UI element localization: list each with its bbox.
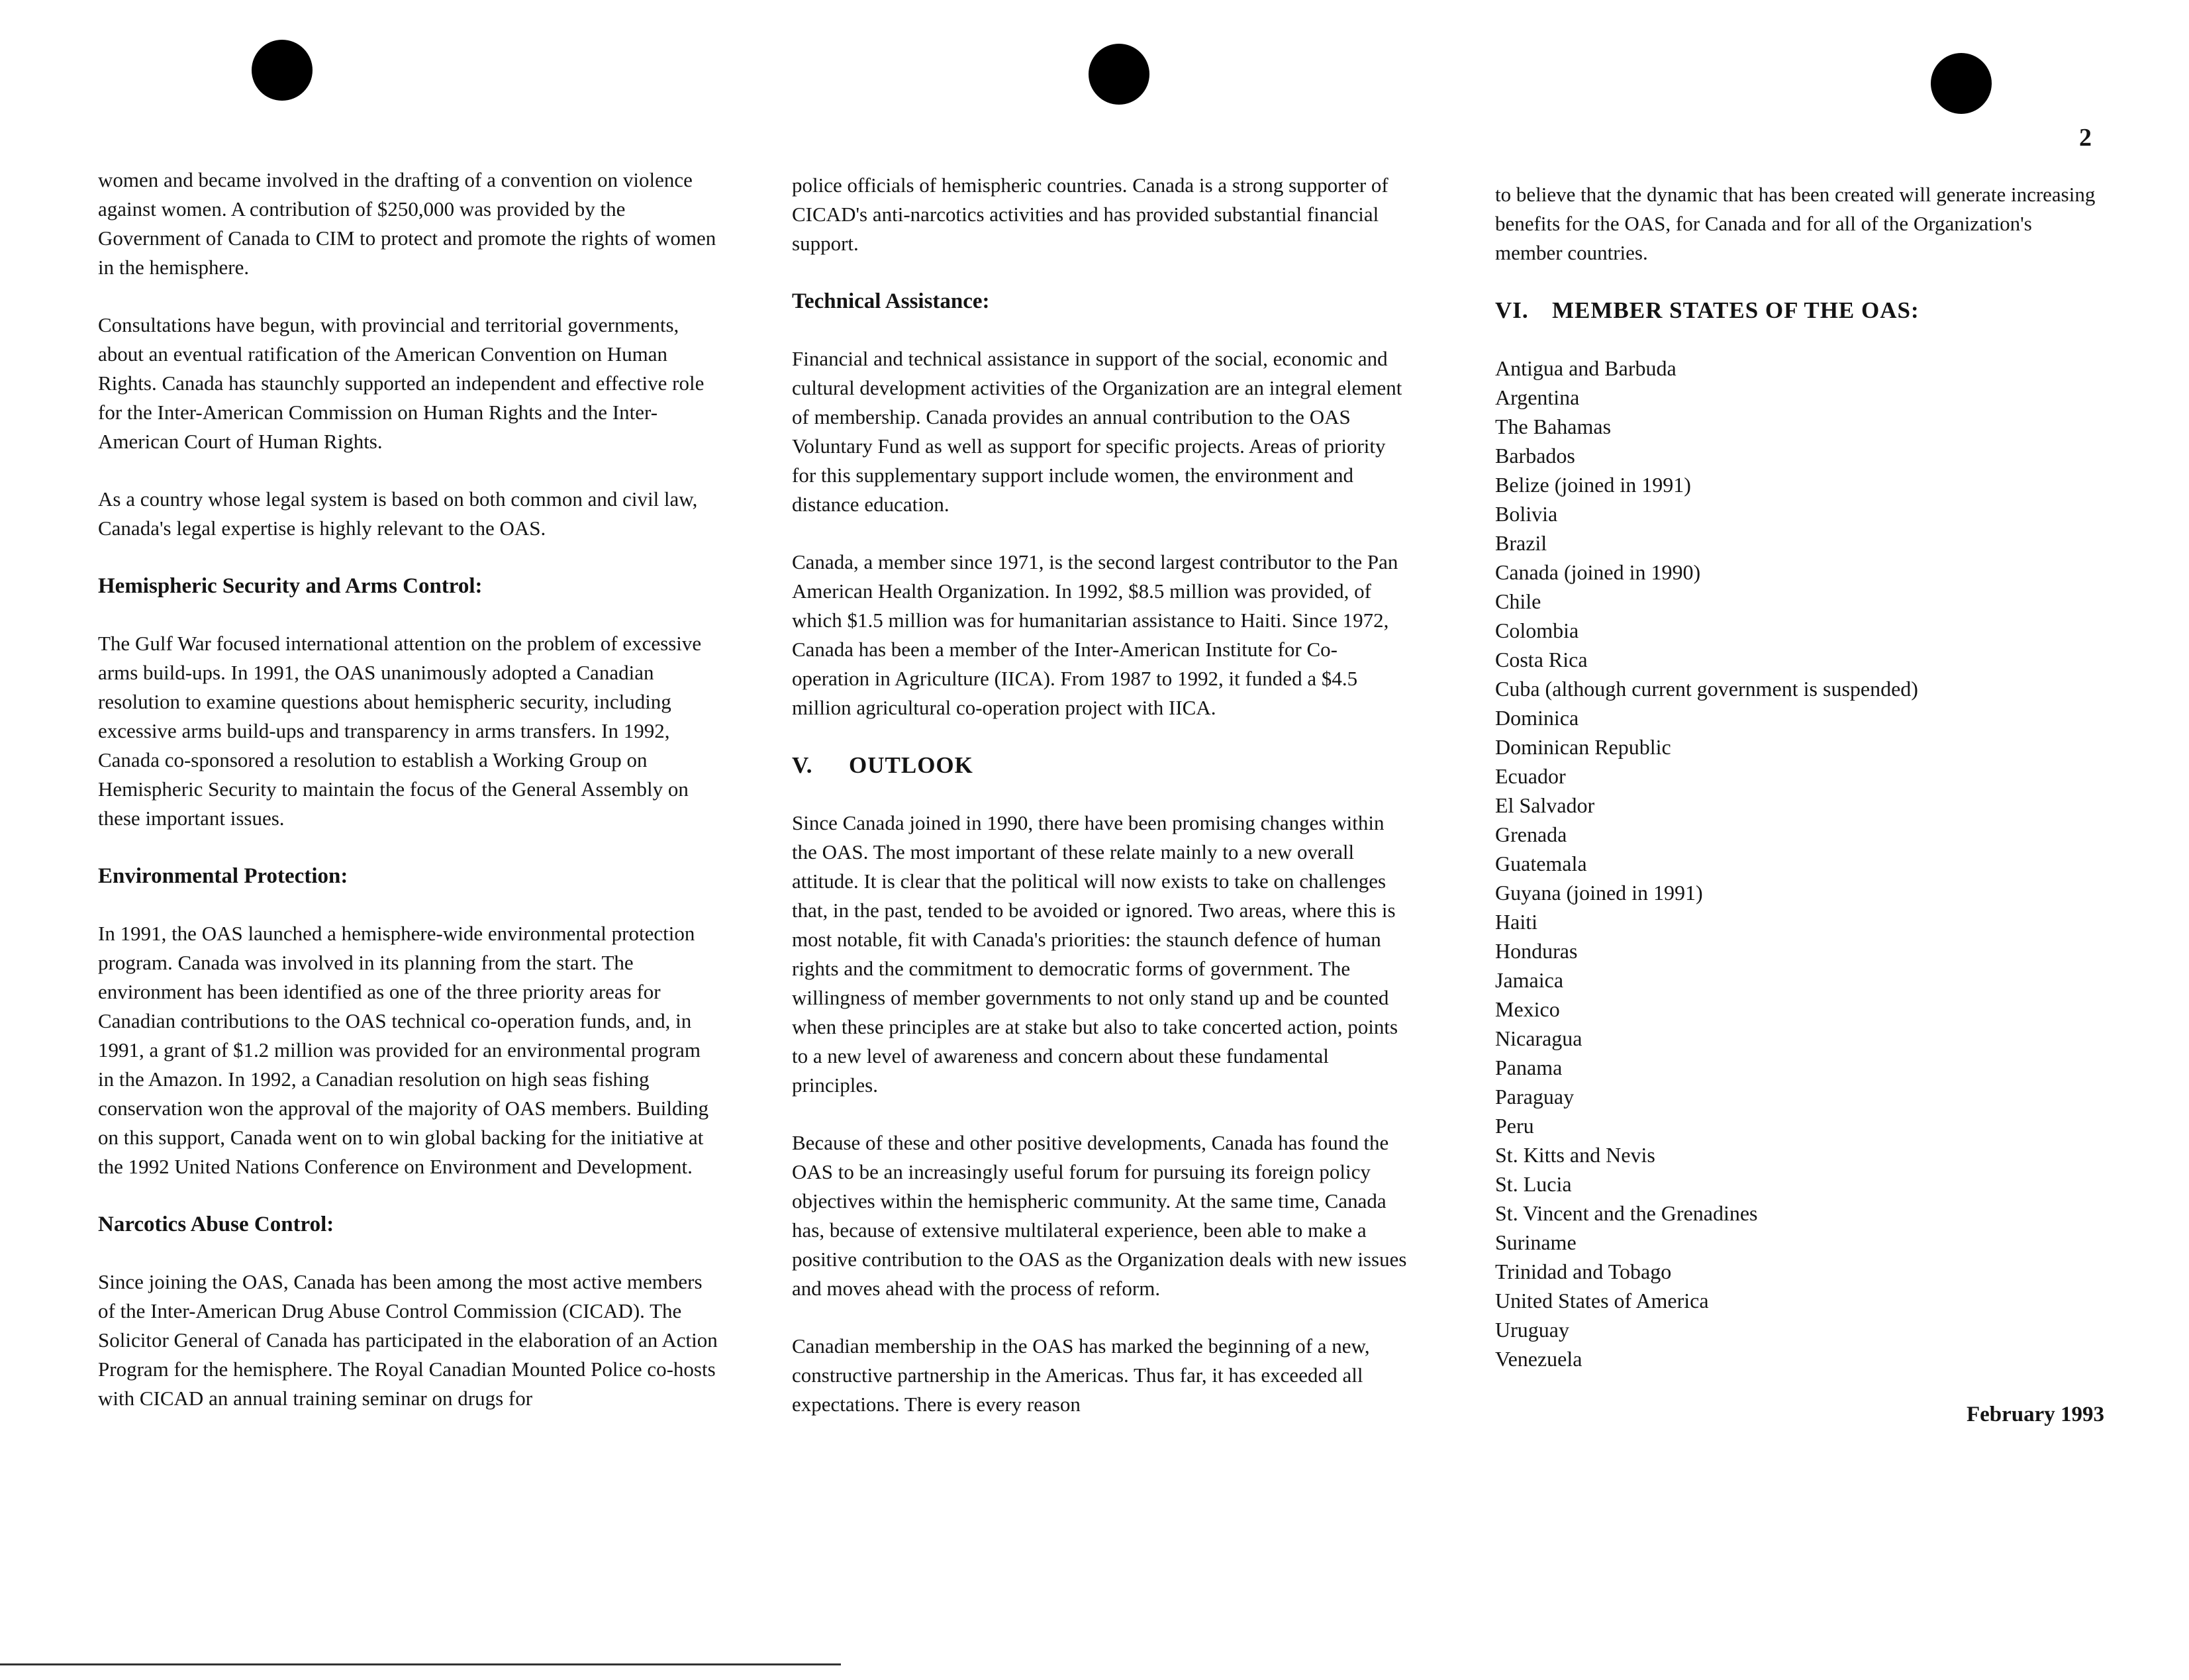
paragraph-technical-assistance: Financial and technical assistance in support of the social, economic and cultural development activities of the Organization are an integral element of membership. Canada provides an annual contribution to the OAS Voluntary Fund as well as support for specific projects. Areas of priority for this supplementary support include women, the environment and distance education. [792, 347, 1402, 516]
member-state-item: Belize (joined in 1991) [1495, 473, 1691, 497]
heading-member-states-numeral: VI. [1495, 297, 1529, 323]
document-date: February 1993 [1966, 1403, 2104, 1426]
paragraph-dynamic-benefits: to believe that the dynamic that has been created will generate increasing benefits for the OAS, for Canada and for all of the Organization's member countries. [1495, 183, 2096, 264]
heading-technical-assistance: Technical Assistance: [792, 289, 990, 313]
punch-hole-right [1931, 53, 1992, 114]
member-state-item: Trinidad and Tobago [1495, 1260, 1672, 1283]
member-state-item: Venezuela [1495, 1347, 1582, 1371]
member-state-item: Barbados [1495, 444, 1575, 468]
text-column-left [98, 166, 720, 1442]
member-state-item: Dominica [1495, 706, 1579, 730]
member-state-item: Cuba (although current government is suspended) [1495, 677, 1918, 701]
heading-member-states [1495, 296, 2104, 325]
paragraph-outlook-positive: Because of these and other positive developments, Canada has found the OAS to be an increasingly useful forum for pursuing its foreign policy objectives within the hemispheric community. At the same time, Canada has, because of extensive multilateral experience, been able to make a positive contribution to the OAS as the Organization deals with new issues and moves ahead with the process of reform. [792, 1131, 1407, 1300]
member-state-item: Nicaragua [1495, 1026, 1582, 1050]
bottom-rule [0, 1663, 841, 1665]
paragraph-narcotics-abuse-control: Since joining the OAS, Canada has been among the most active members of the Inter-American Drug Abuse Control Commission (CICAD). The Solicitor General of Canada has participated in the elaboration of an Action Program for the hemisphere. The Royal Canadian Mounted Police co-hosts with CICAD an annual training seminar on drugs for [98, 1270, 718, 1410]
member-state-item: Guatemala [1495, 852, 1587, 875]
member-state-item: St. Kitts and Nevis [1495, 1143, 1655, 1167]
heading-hemispheric-security: Hemispheric Security and Arms Control: [98, 574, 483, 598]
member-state-item: Honduras [1495, 939, 1578, 963]
member-state-item: Uruguay [1495, 1318, 1569, 1342]
member-state-item: St. Lucia [1495, 1172, 1572, 1196]
paragraph-legal-expertise: As a country whose legal system is based on both common and civil law, Canada's legal expertise is highly relevant to the OAS. [98, 487, 698, 540]
text-column-right [1495, 180, 2104, 1429]
member-state-item: Grenada [1495, 822, 1567, 846]
member-state-item: Chile [1495, 589, 1541, 613]
member-state-item: Ecuador [1495, 764, 1566, 788]
heading-member-states-title: MEMBER STATES OF THE OAS: [1552, 297, 1920, 323]
member-state-item: Jamaica [1495, 968, 1564, 992]
member-state-item: Antigua and Barbuda [1495, 356, 1677, 380]
paragraph-cim-contribution: women and became involved in the drafting of a convention on violence against women. A contribution of $250,000 was provided by the Government of Canada to CIM to protect and promote the rights of women in the hemisphere. [98, 168, 716, 279]
paragraph-outlook-partnership: Canadian membership in the OAS has marked the beginning of a new, constructive partnership in the Americas. Thus far, it has exceeded all expectations. There is every reason [792, 1334, 1370, 1416]
member-state-item: Mexico [1495, 997, 1560, 1021]
member-state-item: Brazil [1495, 531, 1547, 555]
text-column-middle [792, 171, 1408, 1448]
member-state-item: Canada (joined in 1990) [1495, 560, 1701, 584]
member-state-item: United States of America [1495, 1289, 1709, 1312]
punch-hole-center [1089, 44, 1149, 105]
paragraph-paho-iica: Canada, a member since 1971, is the second largest contributor to the Pan American Health Organization. In 1992, $8.5 million was provided, of which $1.5 million was for humanitarian assistance to Haiti. Since 1972, Canada has been a member of the Inter-American Institute for Co-operation in Agriculture (IICA). From 1987 to 1992, it funded a $4.5 million agricultural co-operation project with IICA. [792, 550, 1398, 719]
punch-hole-left [252, 40, 313, 101]
page-number: 2 [2079, 124, 2092, 152]
paragraph-human-rights: Consultations have begun, with provincial and territorial governments, about an eventual ratification of the American Convention on Human Rights. Canada has staunchly supported an independent and effective role for the Inter-American Commission on Human Rights and the Inter-American Court of Human Rights. [98, 313, 705, 453]
member-state-item: Dominican Republic [1495, 735, 1671, 759]
heading-environmental-protection: Environmental Protection: [98, 864, 348, 888]
heading-outlook-numeral: V. [792, 752, 813, 778]
member-state-item: Argentina [1495, 385, 1580, 409]
member-state-item: Bolivia [1495, 502, 1558, 526]
paragraph-environmental-protection: In 1991, the OAS launched a hemisphere-wide environmental protection program. Canada was involved in its planning from the start. The environment has been identified as one of the three priority areas for Canadian contributions to the OAS technical co-operation funds, and, in 1991, a grant of $1.2 million was provided for an environmental program in the Amazon. In 1992, a Canadian resolution on high seas fishing conservation won the approval of the majority of OAS members. Building on this support, Canada went on to win global backing for the initiative at the 1992 United Nations Conference on Environment and Development. [98, 922, 709, 1178]
paragraph-cicad-support: police officials of hemispheric countries. Canada is a strong supporter of CICAD's anti-narcotics activities and has provided substantial financial support. [792, 173, 1388, 255]
heading-narcotics-abuse-control: Narcotics Abuse Control: [98, 1212, 334, 1236]
member-state-item: Peru [1495, 1114, 1534, 1138]
member-state-item: Guyana (joined in 1991) [1495, 881, 1703, 905]
member-state-item: Costa Rica [1495, 648, 1588, 671]
member-state-item: Paraguay [1495, 1085, 1575, 1109]
member-state-item: Haiti [1495, 910, 1537, 934]
heading-outlook [792, 751, 1408, 780]
paragraph-hemispheric-security: The Gulf War focused international attention on the problem of excessive arms build-ups. In 1991, the OAS unanimously adopted a Canadian resolution to examine questions about hemispheric security, including excessive arms build-ups and transparency in arms transfers. In 1992, Canada co-sponsored a resolution to establish a Working Group on Hemispheric Security to maintain the focus of the General Assembly on these important issues. [98, 632, 702, 830]
member-state-item: St. Vincent and the Grenadines [1495, 1201, 1758, 1225]
member-state-item: El Salvador [1495, 793, 1595, 817]
member-states-list [1495, 354, 2104, 1373]
member-state-item: Suriname [1495, 1230, 1577, 1254]
heading-outlook-title: OUTLOOK [849, 752, 973, 778]
paragraph-outlook-changes: Since Canada joined in 1990, there have been promising changes within the OAS. The most important of these relate mainly to a new overall attitude. It is clear that the political will now exists to take on challenges that, in the past, tended to be avoided or ignored. Two areas, where this is most notable, fit with Canada's priorities: the staunch defence of human rights and the commitment to democratic forms of government. The willingness of member governments to not only stand up and be counted when these principles are at stake but also to take concerted action, points to a new level of awareness and concern about these fundamental principles. [792, 811, 1398, 1097]
member-state-item: The Bahamas [1495, 415, 1612, 438]
member-state-item: Panama [1495, 1056, 1563, 1079]
member-state-item: Colombia [1495, 618, 1579, 642]
